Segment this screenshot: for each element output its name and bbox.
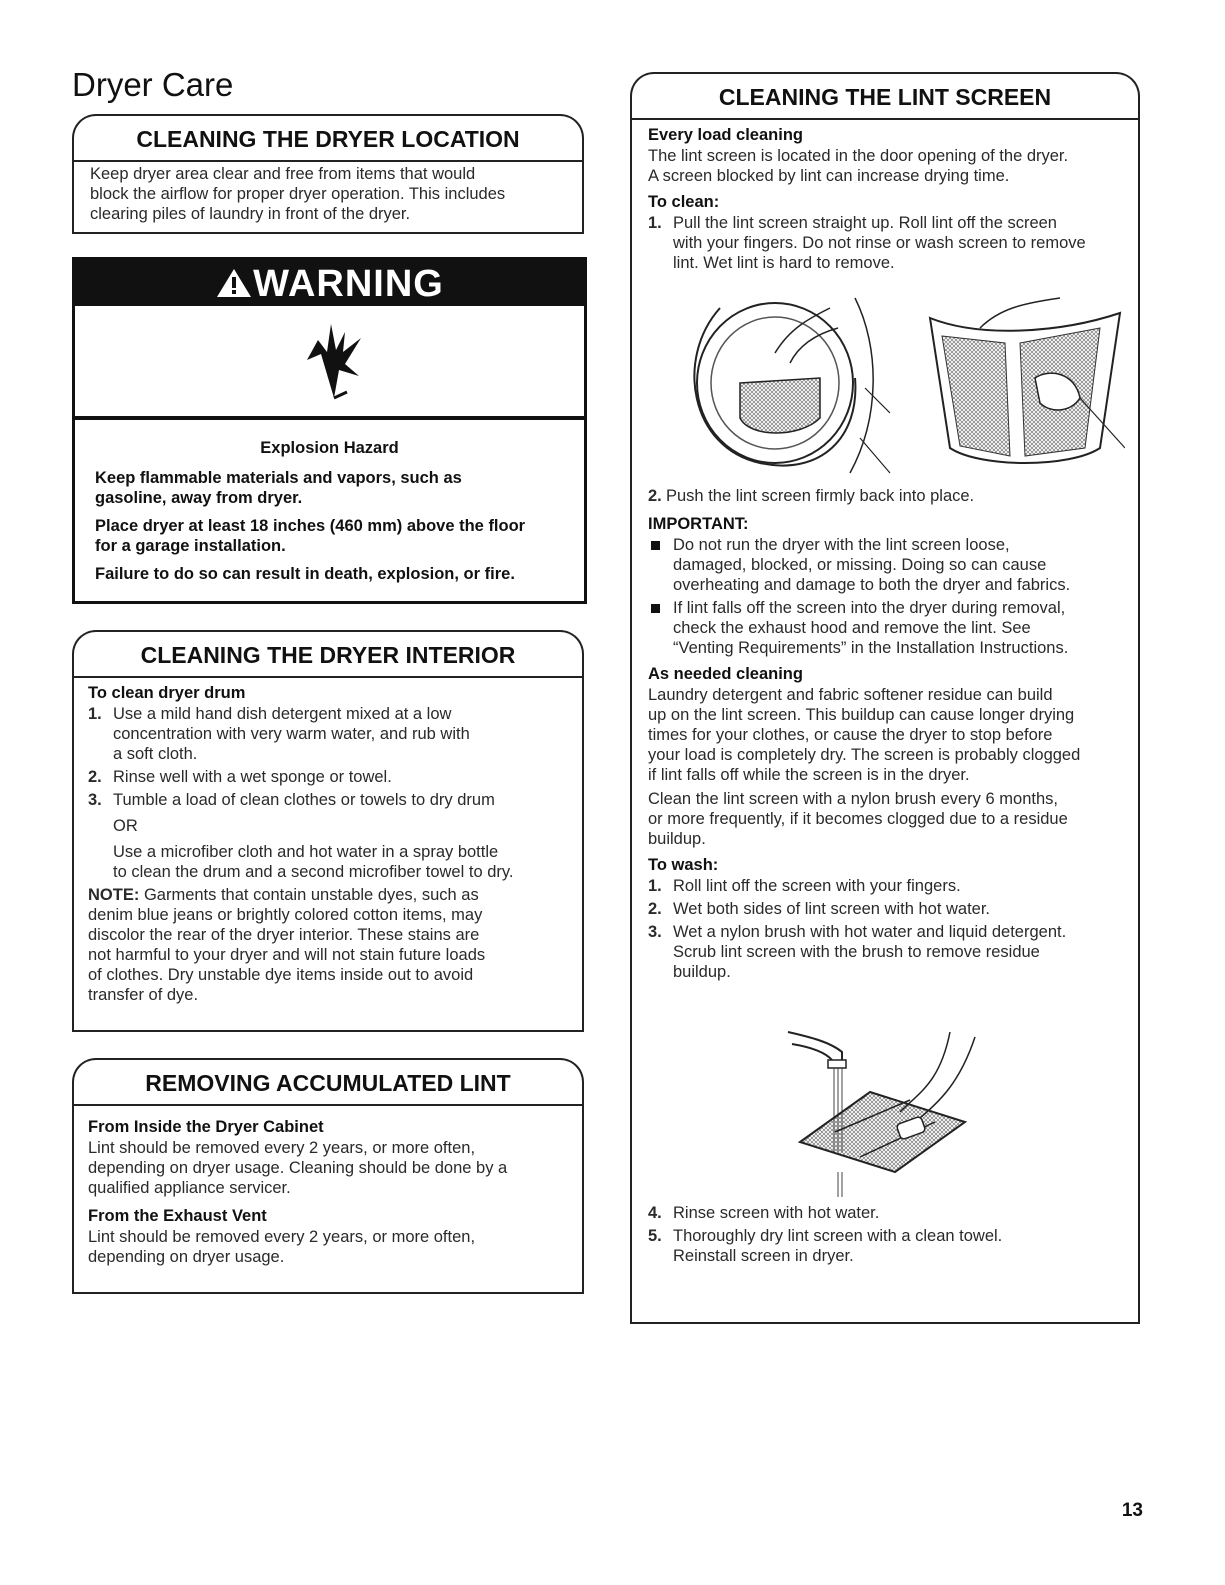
warning-line-2: Place dryer at least 18 inches (460 mm) above the floor for a garage installation. bbox=[95, 517, 526, 555]
warning-line-3: Failure to do so can result in death, explosion, or fire. bbox=[95, 565, 515, 583]
hazard-title: Explosion Hazard bbox=[260, 439, 399, 457]
warning-line-1: Keep flammable materials and vapors, such as gasoline, away from dryer. bbox=[95, 469, 462, 507]
interior-note: NOTE: Garments that contain unstable dyes, such as denim blue jeans or brightly colored cotton items, may discolor the rear of the dryer interior. These stains are not harmful to your dryer and will not stain future loads of clothes. Dry unstable dye items inside out to avoid transfer of dye. bbox=[88, 886, 486, 1004]
screen-top-content bbox=[648, 125, 1130, 276]
list-item: 4. Rinse screen with hot water. bbox=[648, 1204, 880, 1222]
as-needed-text: Laundry detergent and fabric softener residue can build up on the lint screen. This buildup can cause longer drying times for your clothes, or cause the dryer to stop before your load is completely dry. The screen is probably clogged if lint falls off while the screen is in the dryer. bbox=[648, 686, 1081, 784]
or-label: OR bbox=[113, 817, 138, 835]
interior-steps bbox=[88, 704, 574, 882]
list-item: 2. Wet both sides of lint screen with hot water. bbox=[648, 900, 991, 918]
brush-text: Clean the lint screen with a nylon brush every 6 months, or more frequently, if it becomes clogged due to a residue buildup. bbox=[648, 790, 1068, 848]
explosion-icon bbox=[301, 320, 367, 400]
list-item: 2. Rinse well with a wet sponge or towel. bbox=[88, 768, 392, 786]
warning-label: WARNING bbox=[253, 263, 444, 305]
screen-heading: CLEANING THE LINT SCREEN bbox=[718, 84, 1052, 110]
screen-intro: The lint screen is located in the door opening of the dryer. A screen blocked by lint can increase drying time. bbox=[648, 147, 1069, 185]
clean-steps bbox=[648, 213, 1130, 273]
screen-mid-content bbox=[648, 486, 1130, 985]
lint-removal-content bbox=[88, 1117, 574, 1271]
warning-divider bbox=[75, 416, 584, 420]
important-bullets bbox=[648, 535, 1130, 658]
list-item: 1. Pull the lint screen straight up. Roll lint off the screen with your fingers. Do not rinse or wash screen to remove lint. Wet lint is hard to remove. bbox=[648, 214, 1086, 272]
location-text: Keep dryer area clear and free from items that would block the airflow for proper dryer operation. This includes clearing piles of laundry in front of the dryer. bbox=[90, 165, 506, 223]
vent-subheading: From the Exhaust Vent bbox=[88, 1207, 267, 1225]
page-number: 13 bbox=[1121, 1500, 1143, 1521]
warning-box bbox=[72, 257, 587, 604]
screen-bottom-content bbox=[648, 1203, 1130, 1269]
page-title: Dryer Care bbox=[72, 66, 234, 103]
list-item: 1. Roll lint off the screen with your fingers. bbox=[648, 877, 961, 895]
final-steps bbox=[648, 1203, 1130, 1266]
list-item: 3. Wet a nylon brush with hot water and liquid detergent. Scrub lint screen with the brush to remove residue buildup. bbox=[648, 923, 1067, 981]
warning-banner bbox=[75, 260, 584, 306]
list-item: 1. Use a mild hand dish detergent mixed at a low concentration with very warm water, and rub with a soft cloth. bbox=[88, 705, 470, 763]
interior-content bbox=[88, 683, 574, 1005]
wash-steps bbox=[648, 876, 1130, 982]
location-heading: CLEANING THE DRYER LOCATION bbox=[136, 126, 520, 152]
clean-step-2 bbox=[648, 486, 1130, 506]
interior-subheading: To clean dryer drum bbox=[88, 684, 246, 702]
list-item: 2. Push the lint screen firmly back into place. bbox=[648, 487, 975, 505]
to-clean-subheading: To clean: bbox=[648, 193, 720, 211]
every-load-subheading: Every load cleaning bbox=[648, 126, 803, 144]
cabinet-subheading: From Inside the Dryer Cabinet bbox=[88, 1118, 324, 1136]
vent-text: Lint should be removed every 2 years, or more often, depending on dryer usage. bbox=[88, 1228, 476, 1266]
to-wash-subheading: To wash: bbox=[648, 856, 719, 874]
list-item: 5. Thoroughly dry lint screen with a clean towel. Reinstall screen in dryer. bbox=[648, 1227, 1003, 1265]
interior-heading: CLEANING THE DRYER INTERIOR bbox=[140, 642, 516, 668]
list-item: Do not run the dryer with the lint screen loose, damaged, blocked, or missing. Doing so can cause overheating and damage to both the dryer and fabrics. bbox=[648, 535, 1130, 595]
lint-screen-removal-illustration bbox=[680, 288, 1125, 478]
warning-triangle-icon bbox=[215, 267, 253, 299]
cabinet-text: Lint should be removed every 2 years, or more often, depending on dryer usage. Cleaning should be done by a qualified appliance servicer. bbox=[88, 1139, 508, 1197]
lint-removal-heading: REMOVING ACCUMULATED LINT bbox=[145, 1070, 511, 1096]
list-item: If lint falls off the screen into the dryer during removal, check the exhaust hood and remove the lint. See “Venting Requirements” in the Installation Instructions. bbox=[648, 598, 1130, 658]
list-item: 3. Tumble a load of clean clothes or towels to dry drum OR Use a microfiber cloth and hot water in a spray bottle to clean the drum and a second microfiber towel to dry. bbox=[88, 790, 574, 882]
important-label: IMPORTANT: bbox=[648, 515, 749, 533]
lint-screen-washing-illustration bbox=[780, 1022, 980, 1200]
warning-body bbox=[95, 438, 564, 584]
as-needed-subheading: As needed cleaning bbox=[648, 665, 803, 683]
